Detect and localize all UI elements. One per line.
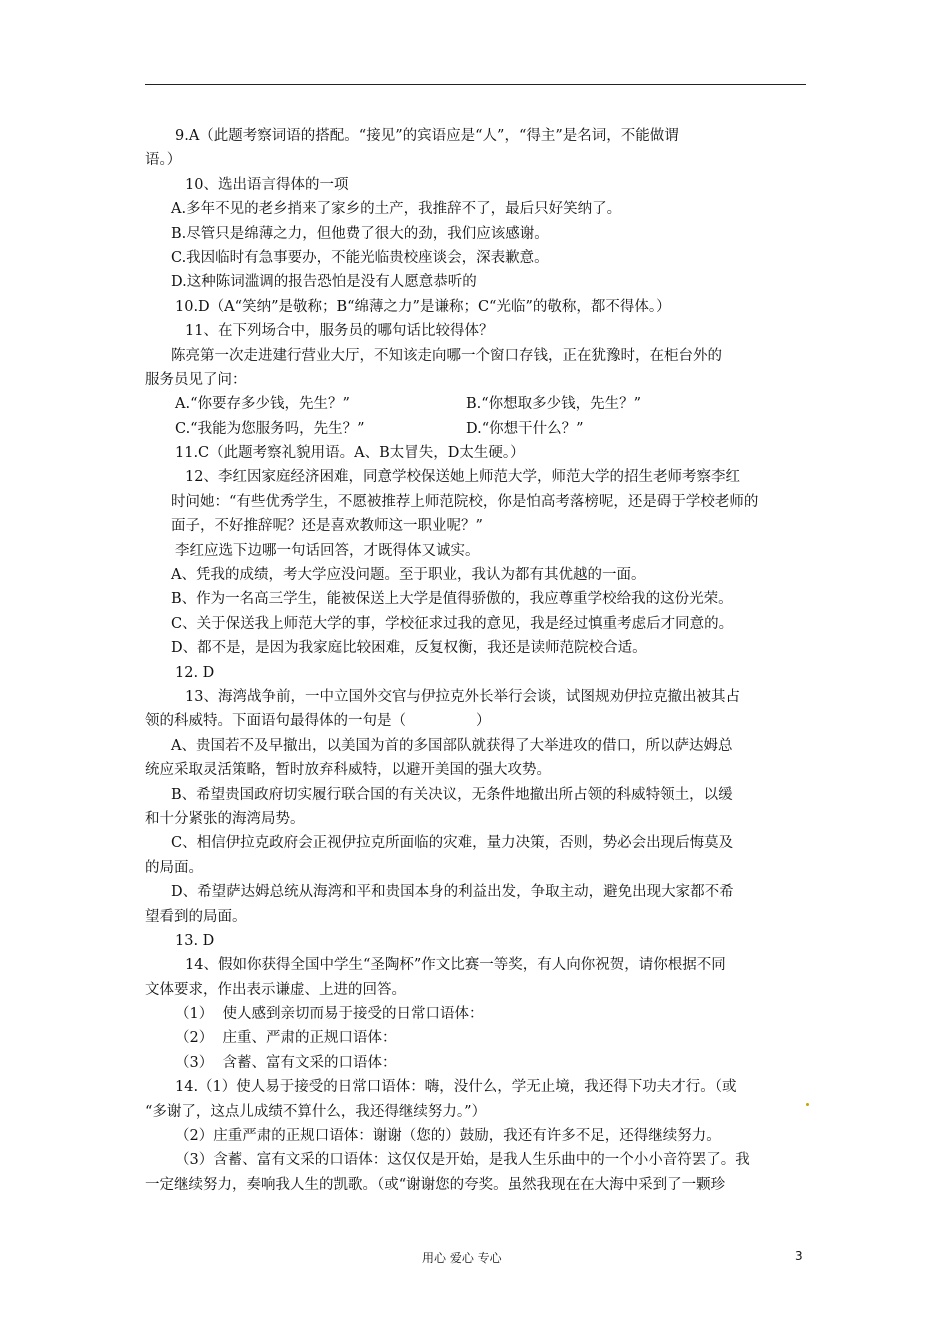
text-line: 统应采取灵活策略，暂时放弃科威特，以避开美国的强大攻势。: [145, 762, 551, 779]
text-line: （3）含蓄、富有文采的口语体：这仅仅是开始，是我人生乐曲中的一个小小音符罢了。我: [175, 1152, 750, 1169]
text-line: 14、假如你获得全国中学生“圣陶杯”作文比赛一等奖，有人向你祝贺，请你根据不同: [185, 957, 726, 974]
text-line: 的局面。: [145, 859, 203, 876]
margin-mark-dot: [806, 1103, 809, 1106]
text-line: 李红应选下边哪一句话回答，才既得体又诚实。: [175, 542, 480, 559]
text-line: 10、选出语言得体的一项: [185, 176, 349, 193]
text-line: 面子，不好推辞呢？还是喜欢教师这一职业呢？”: [171, 518, 483, 535]
text-line: （1） 使人感到亲切而易于接受的日常口语体：: [175, 1006, 484, 1023]
text-line: D.这种陈词滥调的报告恐怕是没有人愿意恭听的: [171, 274, 477, 291]
text-line: 13、海湾战争前，一中立国外交官与伊拉克外长举行会谈，试图规劝伊拉克撤出被其占: [185, 688, 740, 705]
q13-stem-prefix: 领的科威特。下面语句最得体的一句是（: [145, 713, 406, 730]
text-line: “多谢了，这点儿成绩不算什么，我还得继续努力。”）: [145, 1103, 487, 1120]
q13-stem-suffix: ）: [476, 713, 491, 730]
text-line: （2） 庄重、严肃的正规口语体：: [175, 1030, 397, 1047]
page-number: 3: [795, 1249, 803, 1263]
q11-options-row-2: [145, 417, 808, 441]
text-line: 一定继续努力，奏响我人生的凯歌。（或“谢谢您的夸奖。虽然我现在在大海中采到了一颗珍: [145, 1176, 726, 1193]
q11-options-row-1: [145, 392, 808, 416]
text-line: 望看到的局面。: [145, 908, 247, 925]
text-line: （2）庄重严肃的正规口语体：谢谢（您的）鼓励，我还有许多不足，还得继续努力。: [175, 1128, 721, 1145]
text-line: B、作为一名高三学生，能被保送上大学是值得骄傲的，我应尊重学校给我的这份光荣。: [171, 591, 733, 608]
q13-stem-line: [145, 709, 808, 733]
text-line: 13. D: [175, 932, 215, 949]
q11-option-c: C.“我能为您服务吗，先生？”: [175, 420, 365, 437]
text-line: A.多年不见的老乡捎来了家乡的土产，我推辞不了，最后只好笑纳了。: [171, 201, 622, 218]
text-line: 10.D（A“笑纳”是敬称；B“绵薄之力”是谦称；C“光临”的敬称，都不得体。）: [175, 298, 671, 315]
text-line: D、都不是，是因为我家庭比较困难，反复权衡，我还是读师范院校合适。: [171, 640, 647, 657]
text-line: 陈亮第一次走进建行营业大厅，不知该走向哪一个窗口存钱，正在犹豫时，在柜台外的: [171, 347, 722, 364]
text-line: 14.（1）使人易于接受的日常口语体：嗨，没什么，学无止境，我还得下功夫才行。（或: [175, 1079, 737, 1096]
text-line: B、希望贵国政府切实履行联合国的有关决议，无条件地撤出所占领的科威特领土，以缓: [171, 786, 733, 803]
text-line: 时问她：“有些优秀学生，不愿被推荐上师范院校，你是怕高考落榜呢，还是碍于学校老师的: [171, 493, 759, 510]
block-questions-9-11: [145, 124, 808, 392]
text-line: C、关于保送我上师范大学的事，学校征求过我的意见，我是经过慎重考虑后才同意的。: [171, 615, 734, 632]
text-line: C、相信伊拉克政府会正视伊拉克所面临的灾难，量力决策，否则，势必会出现后悔莫及: [171, 835, 734, 852]
text-line: 12、李红因家庭经济困难，同意学校保送她上师范大学，师范大学的招生老师考察李红: [185, 469, 740, 486]
q11-option-b: B.“你想取多少钱，先生？”: [466, 396, 642, 413]
text-line: 12. D: [175, 664, 215, 681]
text-line: C.我因临时有急事要办，不能光临贵校座谈会，深表歉意。: [171, 249, 549, 266]
q11-option-a: A.“你要存多少钱，先生？”: [175, 396, 350, 413]
text-line: A、凭我的成绩，考大学应没问题。至于职业，我认为都有其优越的一面。: [171, 567, 646, 584]
text-line: 和十分紧张的海湾局势。: [145, 810, 305, 827]
footer-slogan: 用心 爱心 专心: [422, 1251, 502, 1265]
document-body: [145, 124, 808, 1197]
q11-option-d: D.“你想干什么？”: [466, 420, 584, 437]
text-line: 11.C（此题考察礼貌用语。A、B太冒失，D太生硬。）: [175, 445, 525, 462]
text-line: B.尽管只是绵薄之力，但他费了很大的劲，我们应该感谢。: [171, 225, 549, 242]
text-line: 服务员见了问：: [145, 371, 247, 388]
text-line: （3） 含蓄、富有文采的口语体：: [175, 1054, 397, 1071]
text-line: D、希望萨达姆总统从海湾和平和贵国本身的利益出发，争取主动，避免出现大家都不希: [171, 884, 734, 901]
block-questions-11-13: [145, 441, 808, 709]
header-rule: [145, 84, 806, 85]
page-footer: [0, 1249, 950, 1269]
block-questions-13-14: [145, 734, 808, 1197]
text-line: 11、在下列场合中，服务员的哪句话比较得体？: [185, 323, 494, 340]
text-line: A、贵国若不及早撤出，以美国为首的多国部队就获得了大举进攻的借口，所以萨达姆总: [171, 737, 733, 754]
text-line: 语。）: [145, 152, 182, 169]
text-line: 9.A（此题考察词语的搭配。“接见”的宾语应是“人”，“得主”是名词，不能做谓: [175, 128, 679, 144]
text-line: 文体要求，作出表示谦虚、上进的回答。: [145, 981, 406, 998]
